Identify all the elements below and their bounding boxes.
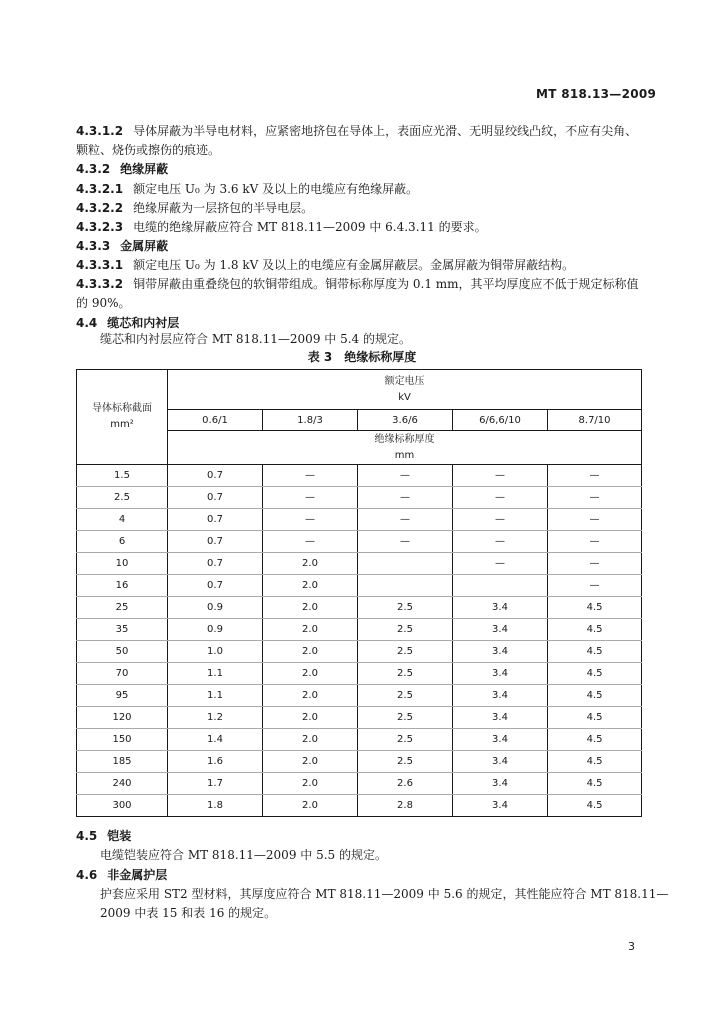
thickness-cell: 3.4 — [453, 641, 548, 663]
thickness-cell: 0.9 — [168, 597, 263, 619]
thickness-cell: 0.7 — [168, 487, 263, 509]
thickness-cell: — — [358, 509, 453, 531]
thickness-cell: 1.4 — [168, 729, 263, 751]
thickness-cell: 2.0 — [263, 729, 358, 751]
thickness-cell: 4.5 — [548, 729, 642, 751]
clause-4-3-3-2 — [76, 275, 646, 313]
clause-text: 铜带屏蔽由重叠绕包的软铜带组成。铜带标称厚度为 0.1 mm，其平均厚度应不低于规定标称值的 90%。 — [76, 277, 639, 310]
clause-number: 4.3.1.2 — [76, 124, 124, 138]
thickness-cell: 2.5 — [358, 597, 453, 619]
thickness-cell: 2.0 — [263, 553, 358, 575]
table-row — [77, 509, 642, 531]
thickness-cell: 0.7 — [168, 509, 263, 531]
clause-number: 4.3.2.1 — [76, 182, 124, 196]
thickness-cell: — — [453, 487, 548, 509]
clause-text: 绝缘屏蔽为一层挤包的半导电层。 — [133, 201, 314, 215]
thickness-cell: 3.4 — [453, 707, 548, 729]
thickness-cell: 3.4 — [453, 663, 548, 685]
insulation-thickness-table — [76, 369, 642, 817]
table-row — [77, 685, 642, 707]
clause-4-6-text — [76, 885, 670, 923]
cross-section-cell: 120 — [77, 707, 168, 729]
thickness-cell: 1.1 — [168, 663, 263, 685]
thickness-cell: 3.4 — [453, 685, 548, 707]
cross-section-cell: 95 — [77, 685, 168, 707]
column-header: 0.6/1 — [168, 410, 263, 431]
heading-4-6 — [76, 866, 646, 885]
voltage-header-cell — [168, 370, 642, 410]
thickness-cell: 0.7 — [168, 531, 263, 553]
thickness-cell: 2.0 — [263, 641, 358, 663]
thickness-cell: 1.8 — [168, 795, 263, 817]
thickness-cell: — — [453, 531, 548, 553]
thickness-cell: 3.4 — [453, 795, 548, 817]
thickness-cell: 0.7 — [168, 553, 263, 575]
thickness-cell: 1.7 — [168, 773, 263, 795]
clause-text: 缆芯和内衬层应符合 MT 818.11—2009 中 5.4 的规定。 — [100, 332, 411, 346]
heading-text: 铠装 — [107, 829, 132, 843]
cross-section-cell: 4 — [77, 509, 168, 531]
heading-text: 缆芯和内衬层 — [107, 316, 180, 330]
thickness-cell — [358, 553, 453, 575]
table-row — [77, 707, 642, 729]
thickness-cell: 2.0 — [263, 597, 358, 619]
cross-section-cell: 240 — [77, 773, 168, 795]
thickness-cell: — — [263, 487, 358, 509]
table-row — [77, 795, 642, 817]
thickness-cell — [358, 575, 453, 597]
heading-4-3-3 — [76, 237, 646, 256]
thickness-cell: 1.1 — [168, 685, 263, 707]
cross-section-cell: 25 — [77, 597, 168, 619]
table-row — [77, 641, 642, 663]
clause-number: 4.3.2 — [76, 162, 111, 176]
column-header: 3.6/6 — [358, 410, 453, 431]
cross-section-cell: 1.5 — [77, 465, 168, 487]
thickness-cell: 2.0 — [263, 751, 358, 773]
thickness-cell: — — [453, 553, 548, 575]
thickness-cell: 1.6 — [168, 751, 263, 773]
thickness-cell: — — [548, 509, 642, 531]
thickness-cell: — — [358, 531, 453, 553]
clause-4-3-2-2 — [76, 199, 646, 218]
heading-text: 绝缘屏蔽 — [120, 162, 169, 176]
thickness-cell: 0.7 — [168, 465, 263, 487]
cross-section-cell: 150 — [77, 729, 168, 751]
clause-number: 4.4 — [76, 316, 98, 330]
thickness-cell: 2.0 — [263, 707, 358, 729]
clause-number: 4.6 — [76, 868, 98, 882]
thickness-cell: — — [548, 575, 642, 597]
thickness-cell: — — [453, 465, 548, 487]
table-row — [77, 619, 642, 641]
clause-text: 额定电压 U₀ 为 3.6 kV 及以上的电缆应有绝缘屏蔽。 — [133, 182, 419, 196]
thickness-cell: 4.5 — [548, 663, 642, 685]
row-header-label: 导体标称截面 — [92, 403, 152, 414]
thickness-cell: 2.5 — [358, 707, 453, 729]
voltage-unit: kV — [398, 391, 411, 403]
clause-4-4-text — [76, 330, 670, 349]
table-row — [77, 663, 642, 685]
column-header: 8.7/10 — [548, 410, 642, 431]
thickness-cell: — — [548, 531, 642, 553]
thickness-cell: — — [358, 487, 453, 509]
table-caption: 表 3 绝缘标称厚度 — [307, 350, 417, 364]
table-body — [77, 465, 642, 817]
table-row — [77, 597, 642, 619]
page-number: 3 — [628, 940, 635, 953]
clause-number: 4.3.2.3 — [76, 220, 124, 234]
table-row — [77, 531, 642, 553]
thickness-cell: 4.5 — [548, 795, 642, 817]
thickness-cell: — — [548, 553, 642, 575]
table-row — [77, 729, 642, 751]
clause-4-3-2-1 — [76, 180, 646, 199]
thickness-unit: mm — [394, 449, 415, 461]
thickness-cell: 4.5 — [548, 707, 642, 729]
clause-4-3-3-1 — [76, 256, 646, 275]
column-header: 6/6,6/10 — [453, 410, 548, 431]
thickness-cell: 1.0 — [168, 641, 263, 663]
thickness-cell: — — [548, 487, 642, 509]
clause-4-5-text — [76, 846, 670, 865]
thickness-cell: 2.0 — [263, 685, 358, 707]
thickness-cell: — — [453, 509, 548, 531]
cross-section-cell: 35 — [77, 619, 168, 641]
thickness-cell: — — [263, 531, 358, 553]
thickness-cell: 4.5 — [548, 751, 642, 773]
thickness-cell: 4.5 — [548, 685, 642, 707]
thickness-cell: 4.5 — [548, 641, 642, 663]
thickness-cell: 3.4 — [453, 619, 548, 641]
thickness-cell: 2.5 — [358, 641, 453, 663]
heading-4-5 — [76, 827, 646, 846]
thickness-cell: 1.2 — [168, 707, 263, 729]
thickness-cell: 3.4 — [453, 773, 548, 795]
table-row — [77, 465, 642, 487]
thickness-cell: 3.4 — [453, 597, 548, 619]
column-header: 1.8/3 — [263, 410, 358, 431]
clause-4-3-2-3 — [76, 218, 646, 237]
cross-section-cell: 300 — [77, 795, 168, 817]
thickness-cell: 2.0 — [263, 575, 358, 597]
thickness-cell: — — [263, 509, 358, 531]
thickness-cell: 2.5 — [358, 729, 453, 751]
thickness-cell: 2.5 — [358, 663, 453, 685]
cross-section-cell: 50 — [77, 641, 168, 663]
clause-text: 电缆的绝缘屏蔽应符合 MT 818.11—2009 中 6.4.3.11 的要求。 — [133, 220, 487, 234]
cross-section-cell: 185 — [77, 751, 168, 773]
heading-text: 非金属护层 — [107, 868, 168, 882]
thickness-cell: 2.0 — [263, 773, 358, 795]
clause-number: 4.3.3.1 — [76, 258, 124, 272]
thickness-cell: — — [358, 465, 453, 487]
thickness-cell: 0.9 — [168, 619, 263, 641]
clause-4-3-1-2 — [76, 122, 646, 160]
clause-text: 额定电压 U₀ 为 1.8 kV 及以上的电缆应有金属屏蔽层。金属屏蔽为铜带屏蔽结构。 — [133, 258, 575, 272]
thickness-label: 绝缘标称厚度 — [374, 433, 435, 445]
thickness-cell: 2.5 — [358, 619, 453, 641]
cross-section-cell: 2.5 — [77, 487, 168, 509]
thickness-cell: 2.5 — [358, 751, 453, 773]
clause-text: 导体屏蔽为半导电材料，应紧密地挤包在导体上，表面应光滑、无明显绞线凸纹，不应有尖角、颗粒、烧伤或擦伤的痕迹。 — [76, 124, 638, 157]
thickness-cell: 2.0 — [263, 663, 358, 685]
table-row — [77, 575, 642, 597]
voltage-label: 额定电压 — [384, 375, 425, 387]
table-row — [77, 553, 642, 575]
thickness-cell: 2.0 — [263, 795, 358, 817]
table-row — [77, 751, 642, 773]
thickness-cell: 3.4 — [453, 729, 548, 751]
clause-number: 4.3.2.2 — [76, 201, 124, 215]
thickness-cell — [453, 575, 548, 597]
clause-number: 4.5 — [76, 829, 98, 843]
row-header-cell — [77, 370, 168, 465]
thickness-cell: — — [263, 465, 358, 487]
thickness-cell: — — [548, 465, 642, 487]
row-header-unit: mm² — [110, 419, 134, 430]
cross-section-cell: 10 — [77, 553, 168, 575]
thickness-cell: 4.5 — [548, 773, 642, 795]
clause-text: 护套应采用 ST2 型材料，其厚度应符合 MT 818.11—2009 中 5.6 的规定，其性能应符合 MT 818.11—2009 中表 15 和表 16 的规定。 — [100, 887, 669, 920]
cross-section-cell: 16 — [77, 575, 168, 597]
thickness-header-cell — [168, 431, 642, 465]
table-row — [77, 773, 642, 795]
table-row — [77, 487, 642, 509]
heading-text: 金属屏蔽 — [120, 239, 169, 253]
thickness-cell: 2.6 — [358, 773, 453, 795]
document-code: MT 818.13—2009 — [536, 87, 657, 101]
thickness-cell: 2.8 — [358, 795, 453, 817]
thickness-cell: 3.4 — [453, 751, 548, 773]
clause-number: 4.3.3.2 — [76, 277, 124, 291]
thickness-cell: 2.5 — [358, 685, 453, 707]
cross-section-cell: 6 — [77, 531, 168, 553]
clause-text: 电缆铠装应符合 MT 818.11—2009 中 5.5 的规定。 — [100, 848, 387, 862]
thickness-cell: 4.5 — [548, 597, 642, 619]
thickness-cell: 4.5 — [548, 619, 642, 641]
cross-section-cell: 70 — [77, 663, 168, 685]
thickness-cell: 2.0 — [263, 619, 358, 641]
clause-number: 4.3.3 — [76, 239, 111, 253]
heading-4-3-2 — [76, 160, 646, 179]
thickness-cell: 0.7 — [168, 575, 263, 597]
